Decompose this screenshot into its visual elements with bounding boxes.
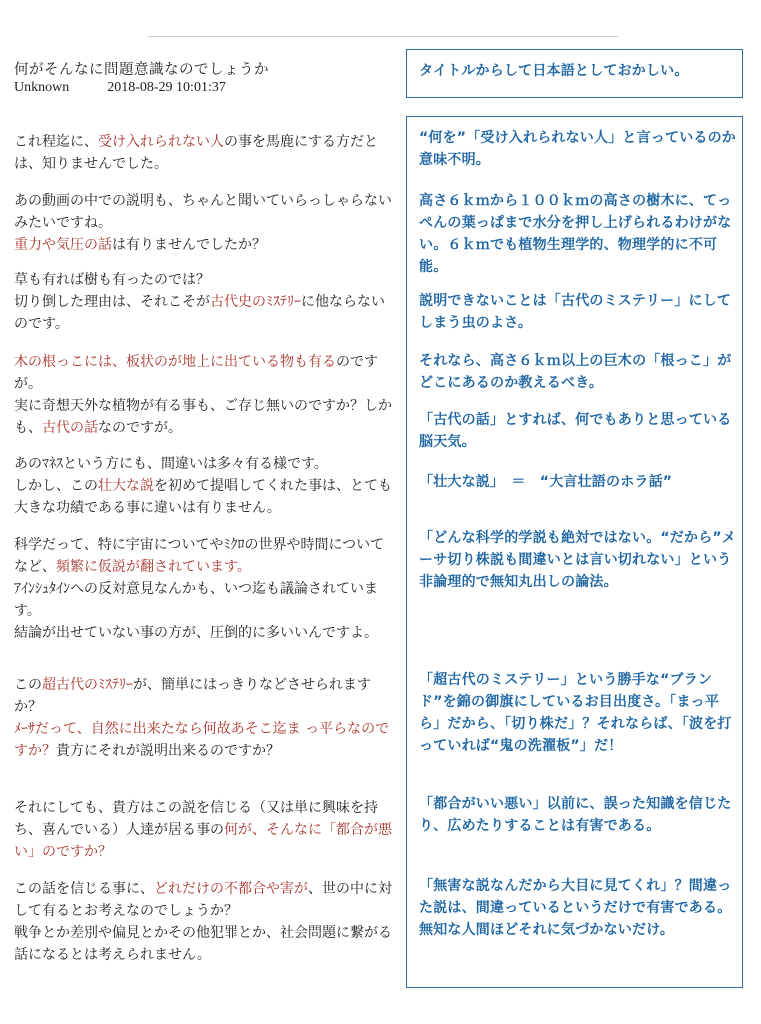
body-text: 切り倒した理由は、それこそが <box>14 294 210 310</box>
post-timestamp: 2018-08-29 10:01:37 <box>107 80 226 95</box>
body-text: が、簡単にはっきりなどさせられますか？ <box>14 677 371 715</box>
post-title: 何がそんなに問題意識なのでしょうか <box>14 62 269 78</box>
rebuttal-comment: 「古代の話」とすれば、何でもありと思っている脳天気。 <box>419 412 732 450</box>
highlighted-text: どれだけの不都合や害が <box>154 881 308 897</box>
rebuttal-comment: 説明できないことは「古代のミステリー」にしてしまう虫のよさ。 <box>419 293 732 331</box>
body-text: なのですが。 <box>98 420 182 436</box>
title-comment: タイトルからして日本語としておかしい。 <box>419 63 689 79</box>
body-text: 戦争とか差別や偏見とかその他犯罪とか、社会問題に繋がる話になるとは考えられません。 <box>14 925 392 963</box>
post-meta <box>14 80 226 96</box>
rebuttal-comment: 「都合がいい悪い」以前に、誤った知識を信じたり、広めたりすることは有害である。 <box>419 796 732 834</box>
highlighted-text: 古代史のﾐｽﾃﾘｰ <box>210 294 301 310</box>
body-text: この <box>14 677 42 693</box>
highlighted-text: 何が、そんなに「都合が悪い」のですか？ <box>14 822 392 860</box>
post-paragraph <box>14 190 394 256</box>
post-paragraph <box>14 878 394 966</box>
highlighted-text: 木の根っこには、板状のが地上に出ている物も有る <box>14 354 336 370</box>
body-text: を初めて提唱してくれた事は、とても大きな功績である事に違いは有りません。 <box>14 478 392 516</box>
body-text: に他ならないのです。 <box>14 294 385 332</box>
post-paragraph <box>14 797 394 863</box>
body-text: あのﾏﾈｽという方にも、間違いは多々有る様です。 <box>14 456 328 472</box>
post-paragraph <box>14 131 394 175</box>
rebuttal-comment: “何を”「受け入れられない人」と言っているのか意味不明。 <box>419 130 737 168</box>
body-text: これ程迄に、 <box>14 134 98 150</box>
rebuttal-comment: 高さ６ｋｍから１００ｋｍの高さの樹木に、てっぺんの葉っぱまで水分を押し上げられるわけがない。６ｋｍでも植物生理学的、物理学的に不可能。 <box>419 193 732 275</box>
body-text: この話を信じる事に、 <box>14 881 154 897</box>
top-divider <box>148 36 618 37</box>
body-text: 実に奇想天外な植物が有る事も、ご存じ無いのですか？しかも、 <box>14 398 392 436</box>
rebuttal-comment: それなら、高さ６ｋｍ以上の巨木の「根っこ」がどこにあるのか教えるべき。 <box>419 353 732 391</box>
rebuttal-box <box>406 116 743 988</box>
body-text: 、世の中に対して有るとお考えなのでしょうか？ <box>14 881 392 919</box>
post-paragraph <box>14 674 394 762</box>
title-comment-box <box>406 49 743 98</box>
body-text: 草も有れば樹も有ったのでは？ <box>14 272 210 288</box>
rebuttal-comment: 「どんな科学的学説も絶対ではない。“だから”メーサ切り株説も間違いとは言い切れない」という非論理的で無知丸出しの論法。 <box>419 530 737 590</box>
rebuttal-comment: 「壮大な説」 ＝ “大言壮語のホラ話” <box>419 474 673 490</box>
body-text: それにしても、貴方はこの説を信じる（又は単に興味を持ち、喜んでいる）人達が居る事の <box>14 800 378 838</box>
highlighted-text: 頻繁に仮説が翻されています。 <box>56 559 251 575</box>
body-text: 科学だって、特に宇宙についてやﾐｸﾛの世界や時間についてなど、 <box>14 537 385 575</box>
body-text: のですが。 <box>14 354 378 392</box>
highlighted-text: 重力や気圧の話 <box>14 237 112 253</box>
body-text: は有りませんでしたか？ <box>112 237 266 253</box>
rebuttal-comment: 「無害な説なんだから大目に見てくれ」？間違った説は、間違っているというだけで有害である。無知な人間ほどそれに気づかないだけ。 <box>419 878 732 938</box>
highlighted-text: 壮大な説 <box>98 478 154 494</box>
body-text: あの動画の中での説明も、ちゃんと聞いていらっしゃらないみたいですね。 <box>14 193 392 231</box>
body-text: しかし、この <box>14 478 98 494</box>
highlighted-text: 古代の話 <box>42 420 98 436</box>
post-paragraph <box>14 534 394 644</box>
body-text: ｱｲﾝｼｭﾀｲﾝへの反対意見なんかも、いつ迄も議論されています。 <box>14 581 378 619</box>
post-paragraph <box>14 269 394 335</box>
post-paragraph <box>14 453 394 519</box>
highlighted-text: 受け入れられない人 <box>98 134 224 150</box>
highlighted-text: ﾒｰｻだって、自然に出来たなら何故あそこ迄ま っ平らなのですか？ <box>14 721 390 759</box>
highlighted-text: 超古代のﾐｽﾃﾘｰ <box>42 677 133 693</box>
body-text: 貴方にそれが説明出来るのですか？ <box>56 743 280 759</box>
body-text: の事を馬鹿にする方だとは、知りませんでした。 <box>14 134 378 172</box>
rebuttal-comment: 「超古代のミステリー」という勝手な“ブランド”を錦の御旗にしているお目出度さ。「まっ平ら」だから、「切り株だ」？それならば、「波を打っていれば“鬼の洗濯板”」だ！ <box>419 672 732 754</box>
post-paragraph <box>14 351 394 439</box>
post-author: Unknown <box>14 80 70 95</box>
body-text: 結論が出せていない事の方が、圧倒的に多いいんですよ。 <box>14 625 378 641</box>
